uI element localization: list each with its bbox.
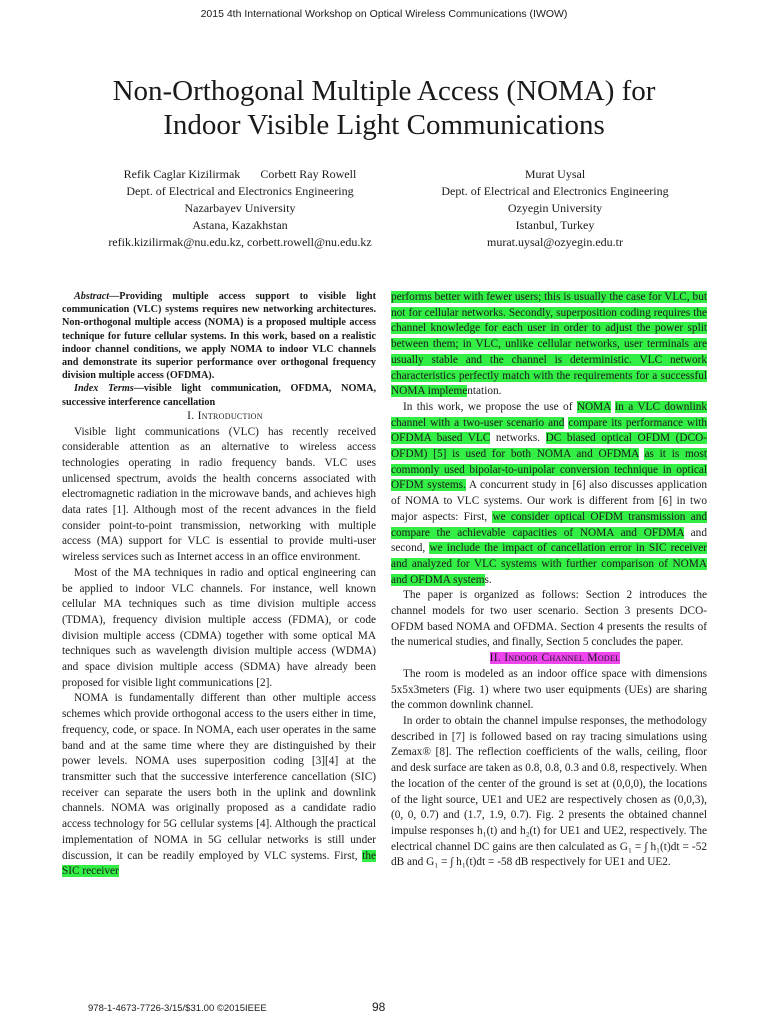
author-name: Murat Uysal [524, 167, 586, 181]
highlighted-text: DC biased optical OFDM (DCO-OFDM) [5] is used for both NOMA and OFDMA [391, 432, 707, 461]
highlighted-text: in a VLC downlink channel with a two-user scenario and [391, 400, 708, 429]
text-run: and second, [391, 526, 707, 555]
title-line-2: Indoor Visible Light Communications [163, 109, 605, 141]
paper-title [40, 74, 728, 142]
paragraph [391, 290, 707, 400]
abstract [62, 290, 376, 382]
authors-right-block [390, 166, 720, 251]
author-city: Istanbul, Turkey [515, 218, 595, 232]
paragraph: The paper is organized as follows: Section 2 introduces the channel models for two user scenario. Section 3 presents DCO-OFDM based NOMA and OFDMA. Section 4 presents the results of the numerical studies, and finally, Section 5 concludes the paper. [391, 589, 707, 649]
author-dept: Dept. of Electrical and Electronics Engineering [441, 184, 669, 198]
paragraph: The room is modeled as an indoor office space with dimensions 5x5x3meters (Fig. 1) where two user equipments (UEs) are sharing the common downlink channel. [391, 667, 707, 712]
text-run: s. [484, 573, 492, 586]
conference-header: 2015 4th International Workshop on Optical Wireless Communications (IWOW) [200, 8, 568, 20]
author-names-left [60, 166, 420, 183]
authors-left-block [60, 166, 420, 251]
author-name: Corbett Ray Rowell [260, 167, 357, 181]
paragraph [391, 400, 707, 588]
author-email: murat.uysal@ozyegin.edu.tr [486, 235, 623, 249]
text-run: In this work, we propose the use of [403, 400, 577, 413]
highlighted-text: performs better with fewer users; this is usually the case for VLC, but not for cellular networks. Secondly, superposition coding requires the channel knowledge for each user in order to adjust the power split between them; in VLC, unlike cellular networks, user terminals are usually stable and the channel is deterministic. VLC network characteristics perfectly match with the requirements for a successful NOMA impleme [391, 291, 707, 398]
highlighted-text: we include the impact of cancellation error in SIC receiver and analyzed for VLC systems with further comparison of NOMA and OFDMA system [391, 542, 707, 586]
paragraph: In order to obtain the channel impulse responses, the methodology described in [7] is followed based on ray tracing simulations using Zemax® [8]. The reflection coefficients of the walls, ceiling, floor and desk surface are taken as 0.8, 0.8, 0.3 and 0.8, respectively. When the location of the center of the ground is set at (0,0,0), the locations of the light source, UE1 and UE2 are respectively chosen as (0,0,3), (0, 0, 0.7) and (1.7, 1.9, 0.7). Fig. 2 presents the obtained channel impulse responses h₁(t) and h₂(t) for UE1 and UE2, respectively. The electrical channel DC gains are then calculated as G₁ = ∫ h₁(t)dt = -52 dB and G₁ = ∫ h₁(t)dt = -58 dB respectively for UE1 and UE2. [391, 714, 707, 869]
text-run: ntation. [467, 385, 502, 398]
text-run: networks. [490, 432, 546, 445]
author-name: Refik Caglar Kizilirmak [123, 167, 241, 181]
author-university: Ozyegin University [507, 201, 603, 215]
author-city: Astana, Kazakhstan [192, 218, 288, 232]
title-line-1: Non-Orthogonal Multiple Access (NOMA) for [112, 75, 656, 107]
right-column [391, 290, 707, 871]
left-column [62, 290, 376, 880]
author-email: refik.kizilirmak@nu.edu.kz, corbett.rowell@nu.edu.kz [108, 235, 372, 249]
footer-copyright: 978-1-4673-7726-3/15/$31.00 ©2015IEEE [88, 1003, 267, 1014]
index-terms-label: Index Terms [74, 383, 134, 395]
paragraph: Visible light communications (VLC) has recently received considerable attention as an alternative to wireless access technologies operating in radio frequency bands. VLC uses unlicensed spectrum, avoids the health concerns associated with electromagnetic radiation in the microwave bands, and achieves high data rates [1]. Although most of the recent advances in the field consider point-to-point transmission, networking with multiple access (MA) support for VLC is essential to provide multi-user wireless services such as Internet access in an office environment. [62, 425, 376, 564]
index-terms-text: —visible light communication, OFDMA, NOMA, successive interference cancellation [62, 383, 376, 408]
text-run: NOMA is fundamentally different than other multiple access schemes which provide orthogonal access to the users either in time, frequency, code, or space. In NOMA, each user operates in the same band and at the same time where they are distinguished by their power levels. NOMA uses superposition coding [3][4] at the transmitter such that the successive interference cancellation (SIC) receiver can separate the users both in the uplink and downlink channels. NOMA was originally proposed as a candidate radio access technology for 5G cellular systems [4]. Although the practical implementation of NOMA in 5G cellular networks is still under discussion, it can be readily employed by VLC systems. First, [62, 692, 376, 862]
highlighted-text: the SIC receiver [62, 849, 376, 878]
page-number: 98 [372, 1000, 386, 1014]
paragraph [62, 691, 376, 879]
highlighted-text: we consider optical OFDM transmission and compare the achievable capacities of NOMA and OFDMA [391, 510, 707, 539]
index-terms [62, 382, 376, 408]
highlighted-text: as it is most commonly used bipolar-to-unipolar conversion technique in optical OFDM systems. [391, 448, 707, 492]
section-heading-channel-model [391, 651, 707, 667]
paragraph: Most of the MA techniques in radio and optical engineering can be applied to indoor VLC channels. For instance, well known cellular MA techniques such as time division multiple access (TDMA), frequency division multiple access (FDMA), or code division multiple access (CDMA) together with some optical MA techniques such as wavelength division multiple access (WDMA) and space division multiple access (SDMA) have already been proposed for visible light communications [2]. [62, 566, 376, 689]
highlighted-heading: II. Indoor Channel Model [489, 652, 621, 665]
author-dept: Dept. of Electrical and Electronics Engineering [126, 184, 354, 198]
text-run: A concurrent study in [6] also discusses application of NOMA to VLC systems. Our work is different from [6] in two major aspects: First, [391, 479, 707, 523]
author-university: Nazarbayev University [184, 201, 296, 215]
abstract-text: —Providing multiple access support to visible light communication (VLC) systems requires new networking architectures. Non-orthogonal multiple access (NOMA) is a proposed multiple access technique for future cellular systems. In this work, based on a realistic indoor channel conditions, we apply NOMA to indoor VLC channels and demonstrate its superior performance over orthogonal frequency division multiple access (OFDMA). [62, 291, 376, 382]
highlighted-text: NOMA [576, 400, 611, 413]
section-heading-intro: I. Introduction [187, 409, 263, 422]
abstract-label: Abstract [74, 291, 110, 302]
highlighted-text: compare its performance with OFDMA based VLC [391, 416, 707, 445]
